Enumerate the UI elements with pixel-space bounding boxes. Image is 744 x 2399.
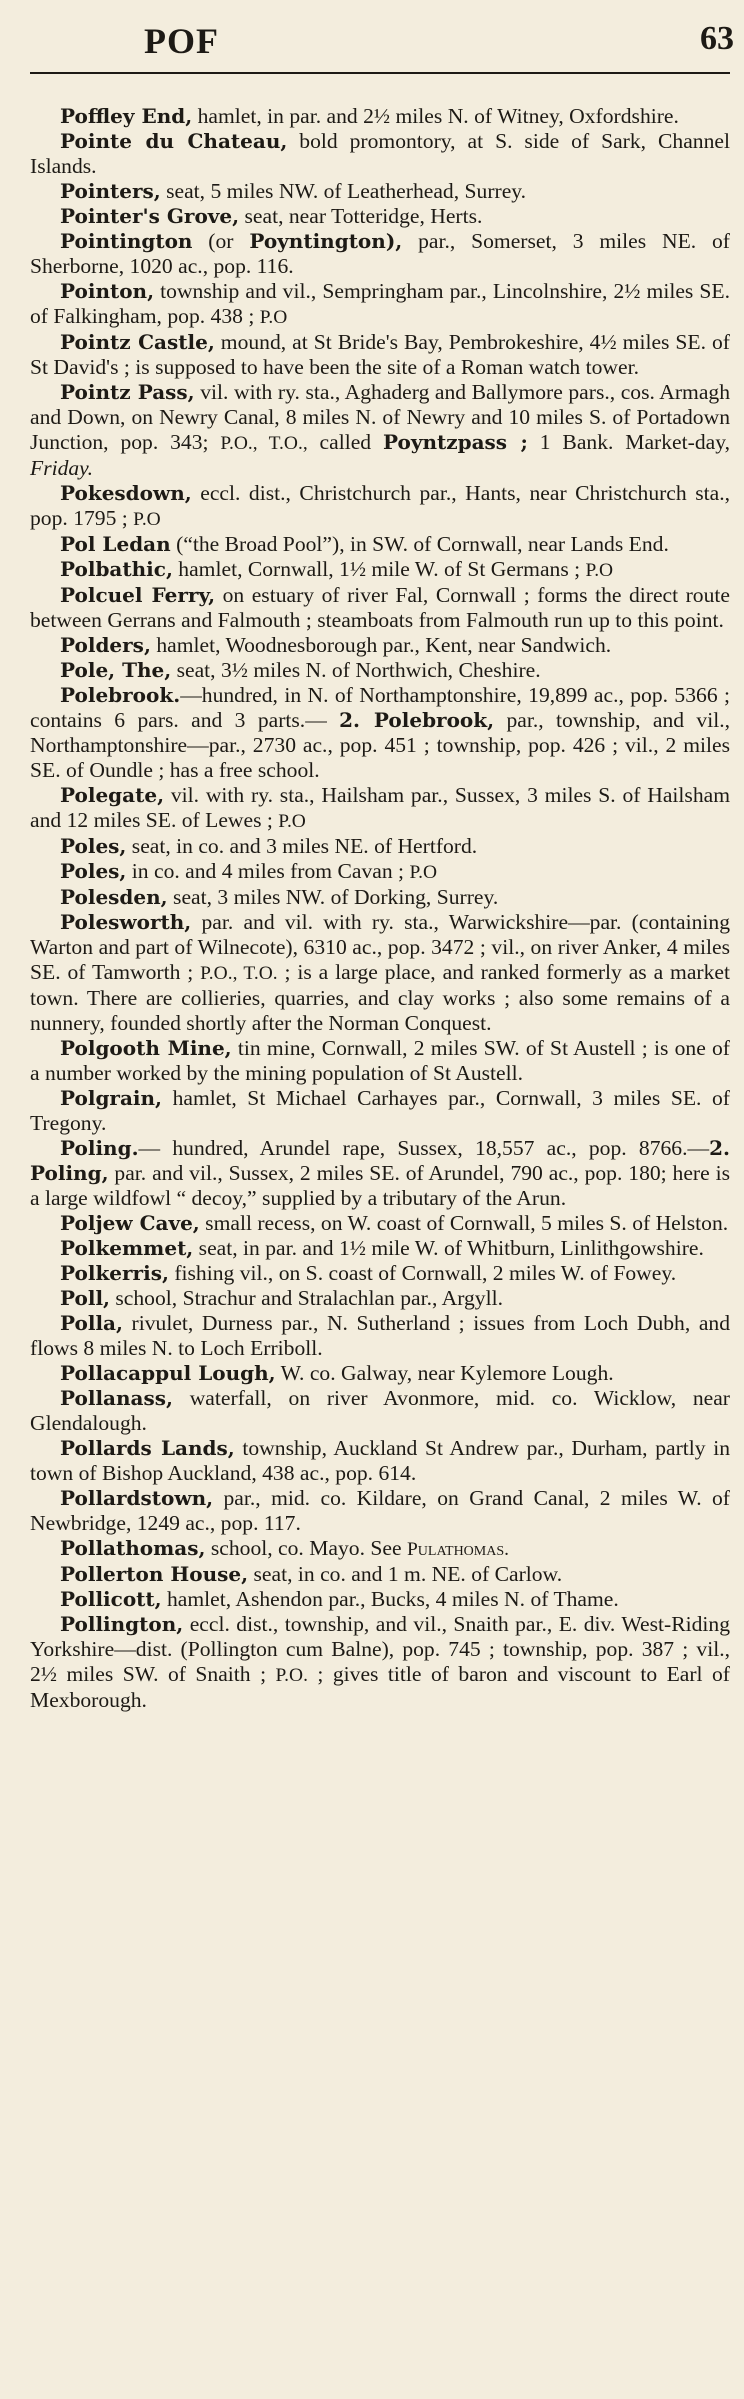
entry-text: hamlet, Woodnesborough par., Kent, near Sandwich. [150, 633, 612, 657]
entry-pointon [30, 279, 730, 330]
entry-headword: Poljew Cave, [60, 1211, 200, 1235]
entry-poles-cavan [30, 859, 730, 885]
entry-headword: Pokesdown, [60, 481, 192, 505]
entry-headword: Pollardstown, [60, 1486, 214, 1510]
entry-text: vil. with ry. sta., Aghaderg and Ballymore pars., cos. Armagh and Down, on Newry Canal, 8 miles N. of Newry and 10 miles S. of Portadown Junction, pop. 343; [30, 380, 731, 454]
entry-text: small recess, on W. coast of Cornwall, 5 miles S. of Helston. [199, 1211, 729, 1235]
entry-pollicott [30, 1587, 730, 1612]
entry-headword: Pole, The, [60, 658, 172, 682]
entry-headword: 2. Poling, [30, 1136, 730, 1185]
entry-headword: Poling. [60, 1136, 139, 1160]
entry-headword: Polcuel Ferry, [60, 583, 216, 607]
entry-text: hamlet, Cornwall, 1½ mile W. of St Germans ; [172, 557, 586, 581]
page-header [30, 0, 734, 61]
entry-abbrev: P.O. [275, 1665, 308, 1686]
entry-headword: Pollacappul Lough, [60, 1361, 276, 1385]
entry-text: seat, in par. and 1½ mile W. of Whitburn, Linlithgowshire. [193, 1236, 704, 1260]
entry-pokesdown [30, 481, 730, 532]
entry-abbrev: P.O., T.O., [220, 433, 308, 454]
entry-headword: Pollerton House, [60, 1562, 249, 1586]
entry-headword: Poles, [60, 834, 127, 858]
entry-polkerris [30, 1261, 730, 1286]
entry-headword: Polesden, [60, 885, 168, 909]
entry-headword: Poles, [60, 859, 127, 883]
entry-headword: Polkemmet, [60, 1236, 194, 1260]
entry-abbrev: P.O [585, 560, 614, 581]
entry-headword: Polkerris, [60, 1261, 169, 1285]
entry-text: school, co. Mayo. See [205, 1536, 407, 1560]
entry-text: seat, in co. and 1 m. NE. of Carlow. [248, 1562, 563, 1586]
entry-pollards-lands [30, 1436, 730, 1486]
entry-abbrev: P.O [278, 811, 306, 832]
entry-headword: Pointers, [60, 179, 161, 203]
entry-headword: Pol Ledan [60, 532, 171, 556]
entry-text: eccl. dist., Christchurch par., Hants, near Christchurch sta., pop. 1795 ; [30, 481, 730, 530]
entry-text: in co. and 4 miles from Cavan ; [126, 859, 410, 883]
entry-text: fishing vil., on S. coast of Cornwall, 2 miles W. of Fowey. [168, 1261, 677, 1285]
entry-poljew-cave [30, 1211, 730, 1236]
entry-headword: Pointon, [60, 279, 155, 303]
entry-text: hamlet, St Michael Carhayes par., Cornwall, 3 miles SE. of Tregony. [30, 1086, 730, 1135]
entry-headword: Polbathic, [60, 557, 173, 581]
entry-headword: Pointe du Chateau, [60, 129, 288, 153]
entry-text: bold promontory, at S. side of Sark, Channel Islands. [30, 129, 730, 178]
entry-headword: Polders, [60, 633, 151, 657]
entry-text: (or [192, 229, 250, 253]
entry-pointz-castle [30, 330, 730, 380]
entry-polla [30, 1311, 730, 1361]
entry-text: on estuary of river Fal, Cornwall ; forms the direct route between Gerrans and Falmouth ; steamboats from Falmouth run up to this point. [30, 583, 730, 632]
entry-polegate [30, 783, 730, 834]
entry-poffley-end [30, 104, 730, 129]
entry-headword: Pointz Castle, [60, 330, 215, 354]
entry-polkemmet [30, 1236, 730, 1261]
entry-headword: Polebrook. [60, 683, 181, 707]
entry-text: tin mine, Cornwall, 2 miles SW. of St Austell ; is one of a number worked by the mining population of St Austell. [30, 1036, 731, 1085]
entry-text: — hundred, Arundel rape, Sussex, 18,557 ac., pop. 8766.— [138, 1136, 710, 1160]
entry-pol-ledan [30, 532, 730, 557]
entry-headword: 2. Polebrook, [339, 708, 495, 732]
entry-text: par. and vil. with ry. sta., Warwickshire—par. (containing Warton and part of Wilnecote), 6310 ac., pop. 3472 ; vil., on river Anker, 4 miles SE. of Tamworth ; [30, 910, 730, 984]
entry-headword: Pointz Pass, [60, 380, 195, 404]
entry-text: par., Somerset, 3 miles NE. of Sherborne, 1020 ac., pop. 116. [30, 229, 730, 278]
entry-abbrev: P.O., T.O. [200, 963, 278, 984]
entry-headword: Poyntington), [249, 229, 403, 253]
entry-headword: Polgrain, [60, 1086, 163, 1110]
entry-text: par. and vil., Sussex, 2 miles SE. of Arundel, 790 ac., pop. 180; here is a large wildfowl “ decoy,” supplied by a tributary of the Arun. [30, 1161, 730, 1210]
entry-headword: Pointington [60, 229, 193, 253]
entry-text: school, Strachur and Stralachlan par., Argyll. [110, 1286, 503, 1310]
entry-headword: Pointer's Grove, [60, 204, 240, 228]
entry-pointers-grove [30, 204, 730, 229]
entry-headword: Polegate, [60, 783, 165, 807]
entry-text: par., mid. co. Kildare, on Grand Canal, 2 miles W. of Newbridge, 1249 ac., pop. 117. [30, 1486, 730, 1535]
entry-headword: Poll, [60, 1286, 110, 1310]
entry-text: waterfall, on river Avonmore, mid. co. Wicklow, near Glendalough. [30, 1386, 730, 1435]
entry-text: seat, 3½ miles N. of Northwich, Cheshire. [171, 658, 541, 682]
entry-text: rivulet, Durness par., N. Sutherland ; issues from Loch Dubh, and flows 8 miles N. to Loch Erriboll. [30, 1311, 730, 1360]
entry-poles-hertford [30, 834, 730, 859]
entry-text: hamlet, in par. and 2½ miles N. of Witney, Oxfordshire. [192, 104, 679, 128]
entry-text: ; gives title of baron and viscount to Earl of Mexborough. [30, 1662, 730, 1712]
entry-headword: Polesworth, [60, 910, 192, 934]
entry-headword: Pollards Lands, [60, 1436, 235, 1460]
entry-text: township and vil., Sempringham par., Lincolnshire, 2½ miles SE. of Falkingham, pop. 438 ; [30, 279, 730, 328]
entry-headword: Pollington, [60, 1612, 184, 1636]
entry-text: —hundred, in N. of Northamptonshire, 19,899 ac., pop. 5366 ; contains 6 pars. and 3 parts.— [30, 683, 730, 732]
page-number: 63 [700, 20, 734, 57]
entry-pollardstown [30, 1486, 730, 1536]
entry-text: 1 Bank. Market-day, [527, 430, 730, 454]
entry-headword: Poyntzpass ; [382, 430, 528, 454]
entry-text: par., township, and vil., Northamptonshire—par., 2730 ac., pop. 451 ; township, pop. 426 ; vil., 2 miles SE. of Oundle ; has a free school. [30, 708, 731, 782]
entry-headword: Poffley End, [60, 104, 193, 128]
entry-abbrev: P.O [259, 307, 288, 328]
entry-polders [30, 633, 730, 658]
entry-pointers [30, 179, 730, 204]
entry-polesworth [30, 910, 730, 1036]
entry-abbrev: Pulathomas. [406, 1539, 509, 1560]
entry-text: seat, 5 miles NW. of Leatherhead, Surrey. [160, 179, 527, 203]
entry-text: mound, at St Bride's Bay, Pembrokeshire, 4½ miles SE. of St David's ; is supposed to have been the site of a Roman watch tower. [30, 330, 730, 379]
entry-list [30, 104, 730, 1713]
entry-pollathomas [30, 1536, 730, 1562]
entry-text: seat, in co. and 3 miles NE. of Hertford. [126, 834, 478, 858]
running-head: POF [144, 21, 219, 61]
entry-pollington [30, 1612, 730, 1713]
entry-text: township, Auckland St Andrew par., Durham, partly in town of Bishop Auckland, 438 ac., pop. 614. [30, 1436, 730, 1485]
entry-italic-text: Friday. [30, 456, 93, 480]
entry-text: seat, 3 miles NW. of Dorking, Surrey. [167, 885, 499, 909]
entry-text: W. co. Galway, near Kylemore Lough. [275, 1361, 614, 1385]
entry-text: vil. with ry. sta., Hailsham par., Sussex, 3 miles S. of Hailsham and 12 miles SE. of Lewes ; [30, 783, 730, 832]
entry-pointe-du-chateau [30, 129, 730, 179]
entry-abbrev: P.O [409, 862, 438, 883]
entry-pollerton-house [30, 1562, 730, 1587]
entry-poling [30, 1136, 730, 1211]
entry-pollanass [30, 1386, 730, 1436]
entry-headword: Polgooth Mine, [60, 1036, 232, 1060]
entry-text: called [307, 430, 383, 454]
entry-headword: Polla, [60, 1311, 123, 1335]
entry-headword: Pollathomas, [60, 1536, 206, 1560]
header-rule [30, 72, 730, 74]
entry-text: (“the Broad Pool”), in SW. of Cornwall, near Lands End. [170, 532, 669, 556]
entry-pointington [30, 229, 730, 279]
entry-text: hamlet, Ashendon par., Bucks, 4 miles N. of Thame. [161, 1587, 619, 1611]
entry-polgooth-mine [30, 1036, 730, 1086]
entry-polgrain [30, 1086, 730, 1136]
entry-text: eccl. dist., township, and vil., Snaith par., E. div. West-Riding Yorkshire—dist. (Pollington cum Balne), pop. 745 ; township, pop. 387 ; vil., 2½ miles SW. of Snaith ; [30, 1612, 730, 1686]
entry-text: seat, near Totteridge, Herts. [239, 204, 483, 228]
entry-polcuel-ferry [30, 583, 730, 633]
entry-pollacappul-lough [30, 1361, 730, 1386]
entry-poll [30, 1286, 730, 1311]
entry-pole-the [30, 658, 730, 683]
entry-text: ; is a large place, and ranked formerly as a market town. There are collieries, quarries, and clay works ; also some remains of a nunnery, founded shortly after the Norman Conquest. [30, 960, 730, 1035]
entry-polesden [30, 885, 730, 910]
entry-abbrev: P.O [133, 509, 161, 530]
entry-headword: Pollicott, [60, 1587, 162, 1611]
entry-polebrook-1 [30, 683, 730, 783]
entry-pointz-pass [30, 380, 730, 481]
entry-headword: Pollanass, [60, 1386, 173, 1410]
entry-polbathic [30, 557, 730, 583]
